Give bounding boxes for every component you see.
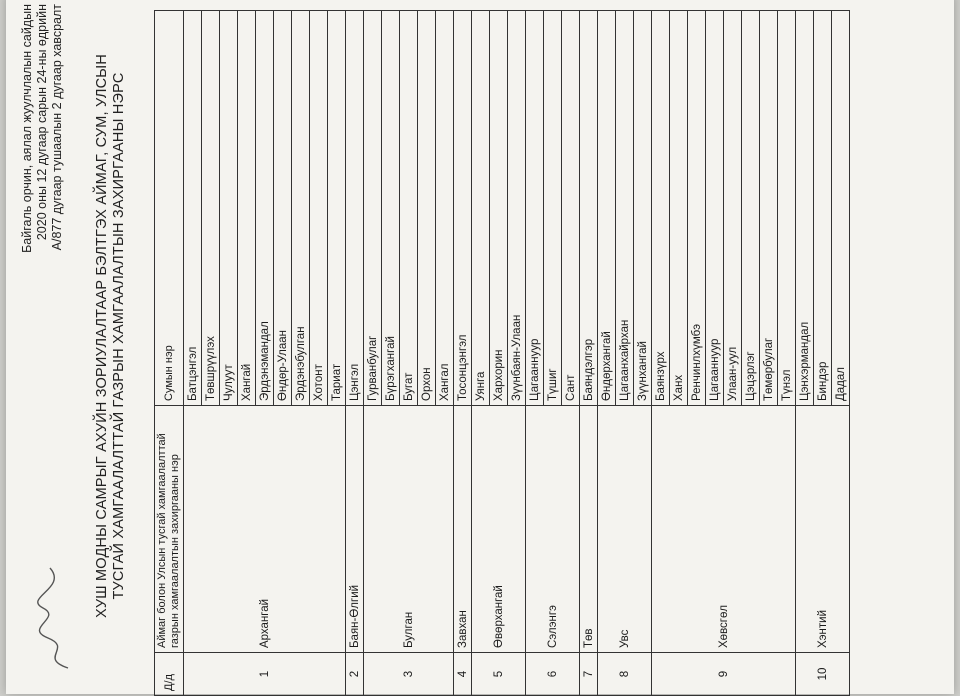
row-number: 4: [454, 653, 472, 696]
sum-name: Эрдэнэбулган: [292, 11, 310, 406]
row-number: 7: [580, 653, 598, 696]
aimag-name: Төв: [580, 406, 598, 653]
approval-block: [20, 4, 65, 334]
table-row: [580, 11, 598, 696]
sum-name: Төмөрбулаг: [760, 11, 778, 406]
sum-name: Хангал: [436, 11, 454, 406]
row-number: 10: [796, 653, 850, 696]
aimag-name: Завхан: [454, 406, 472, 653]
document-header: [6, 0, 166, 686]
row-number: 3: [364, 653, 454, 696]
sum-name: Хотонт: [310, 11, 328, 406]
sum-name: Өндөр-Улаан: [274, 11, 292, 406]
document-page: [6, 0, 954, 694]
sum-name: Хархорин: [490, 11, 508, 406]
table-body: [184, 11, 850, 696]
handwritten-signature: [28, 558, 78, 678]
aimag-name: Увс: [598, 406, 652, 653]
header-aimag: Аймаг болон Улсын тусгай хамгаалалттай газрын хамгаалалтын захиргааны нэр: [155, 406, 184, 653]
sum-name: Тосонцэнгэл: [454, 11, 472, 406]
sum-name: Ханх: [670, 11, 688, 406]
table-row: [346, 11, 364, 696]
aimag-name: Хөвсгөл: [652, 406, 796, 653]
header-num: Д/д: [155, 653, 184, 696]
row-number: 8: [598, 653, 652, 696]
sum-name: Цэнгэл: [346, 11, 364, 406]
table-row: [472, 11, 490, 696]
table-row: [526, 11, 544, 696]
aimag-name: Булган: [364, 406, 454, 653]
table-header-row: [155, 11, 184, 696]
sum-name: Гурванбулаг: [364, 11, 382, 406]
sum-name: Бүрэгхангай: [382, 11, 400, 406]
approval-line-1: Байгаль орчин, аялал жуулчлалын сайдын: [20, 4, 34, 253]
aimag-name: Хэнтий: [796, 406, 850, 653]
sum-name: Батцэнгэл: [184, 11, 202, 406]
row-number: 1: [184, 653, 346, 696]
aimag-name: Сэлэнгэ: [526, 406, 580, 653]
sum-name: Цагааннуур: [706, 11, 724, 406]
approval-line-2: 2020 оны 12 дугаар сарын 24-ны өдрийн: [35, 4, 49, 241]
table-row: [364, 11, 382, 696]
title-line-1: ХУШ МОДНЫ САМРЫГ АХУЙН ЗОРИУЛАЛТААР БЭЛТГЭХ АЙМАГ, СУМ, УЛСЫН: [94, 54, 110, 618]
sum-name: Бугат: [400, 11, 418, 406]
sum-name: Түшиг: [544, 11, 562, 406]
row-number: 2: [346, 653, 364, 696]
table-row: [796, 11, 814, 696]
aimag-name: Архангай: [184, 406, 346, 653]
sum-name: Түнэл: [778, 11, 796, 406]
sum-name: Цэнхэрмандал: [796, 11, 814, 406]
aimag-name: Өвөрхангай: [472, 406, 526, 653]
sum-name: Өндөрхангай: [598, 11, 616, 406]
sum-name: Дадал: [832, 11, 850, 406]
aimag-name: Баян-Өлгий: [346, 406, 364, 653]
sum-name: Уянга: [472, 11, 490, 406]
sum-name: Баянзүрх: [652, 11, 670, 406]
sum-name: Ренчинлхүмбэ: [688, 11, 706, 406]
sum-name: Зүүнбаян-Улаан: [508, 11, 526, 406]
sum-name: Зүүнхангай: [634, 11, 652, 406]
table-row: [184, 11, 202, 696]
row-number: 6: [526, 653, 580, 696]
table-row: [454, 11, 472, 696]
sum-name: Орхон: [418, 11, 436, 406]
sum-name: Хангай: [238, 11, 256, 406]
sum-name: Төвшрүүлэх: [202, 11, 220, 406]
title-line-2: ТУСГАЙ ХАМГААЛАЛТТАЙ ГАЗРЫН ХАМГААЛАЛТЫН ЗАХИРГААНЫ НЭРС: [111, 72, 127, 600]
sum-name: Цэцэрлэг: [742, 11, 760, 406]
sum-name: Биндэр: [814, 11, 832, 406]
sum-name: Улаан-уул: [724, 11, 742, 406]
row-number: 9: [652, 653, 796, 696]
sum-name: Чулуут: [220, 11, 238, 406]
document-title: [94, 16, 128, 656]
sum-name: Эрдэнэмандал: [256, 11, 274, 406]
rotated-page: [6, 0, 960, 691]
sum-name: Сант: [562, 11, 580, 406]
sum-name: Баяндэлгэр: [580, 11, 598, 406]
table-row: [652, 11, 670, 696]
aimag-sum-table: [154, 10, 850, 696]
sum-name: Тариат: [328, 11, 346, 406]
sum-name: Цагаанхайрхан: [616, 11, 634, 406]
approval-line-3: А/877 дугаар тушаалын 2 дугаар хавсралт: [50, 4, 64, 251]
sum-name: Цагааннуур: [526, 11, 544, 406]
header-sum: Сумын нэр: [155, 11, 184, 406]
table-row: [598, 11, 616, 696]
row-number: 5: [472, 653, 526, 696]
